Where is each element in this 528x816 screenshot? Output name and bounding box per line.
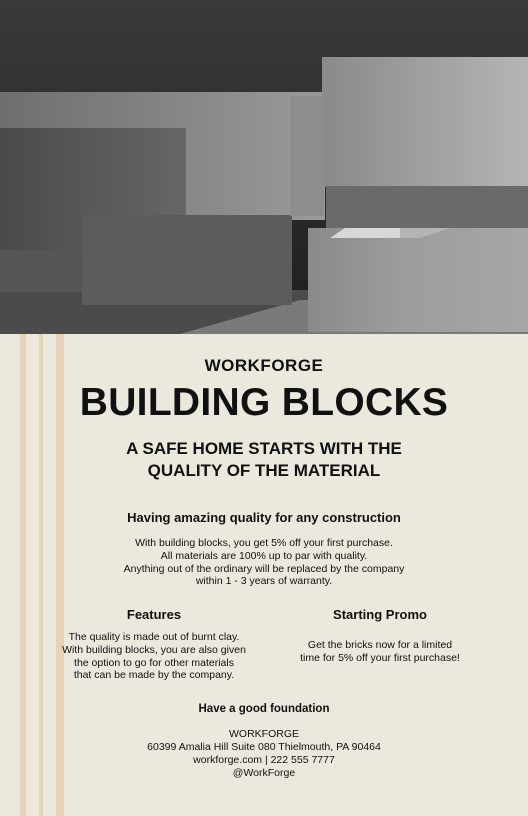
subtitle-line: A SAFE HOME STARTS WITH THE (126, 439, 402, 458)
promo-line: time for 5% off your first purchase! (300, 651, 460, 664)
intro-line: Anything out of the ordinary will be replaced by the company (123, 562, 405, 575)
intro-text (0, 537, 528, 588)
intro-line: All materials are 100% up to par with quality. (160, 549, 368, 562)
promo-heading: Starting Promo (333, 607, 427, 622)
page-title: BUILDING BLOCKS (79, 381, 449, 424)
footer-heading: Have a good foundation (198, 703, 330, 715)
features-section (54, 607, 254, 682)
features-line: With building blocks, you are also given (62, 643, 246, 656)
contact-info (0, 728, 528, 780)
features-line: that can be made by the company. (73, 669, 235, 682)
promo-text (280, 639, 480, 665)
address: 60399 Amalia Hill Suite 080 Thielmouth, PA 90464 (147, 741, 381, 753)
brand-name: WORKFORGE (204, 356, 324, 375)
social-handle: @WorkForge (232, 767, 296, 779)
intro-heading: Having amazing quality for any construction (127, 510, 401, 525)
subtitle-line: QUALITY OF THE MATERIAL (147, 461, 381, 480)
subtitle (0, 438, 528, 482)
intro-line: within 1 - 3 years of warranty. (195, 575, 333, 588)
features-line: The quality is made out of burnt clay. (68, 631, 240, 643)
features-heading: Features (126, 607, 182, 622)
promo-line: Get the bricks now for a limited (307, 639, 453, 651)
features-line: the option to go for other materials (74, 656, 234, 669)
intro-line: With building blocks, you get 5% off your first purchase. (135, 537, 393, 549)
features-text (54, 631, 254, 682)
promo-section (280, 607, 480, 665)
company-name: WORKFORGE (229, 728, 299, 740)
website-phone: workforge.com | 222 555 7777 (193, 754, 335, 766)
hero-image (0, 0, 528, 334)
